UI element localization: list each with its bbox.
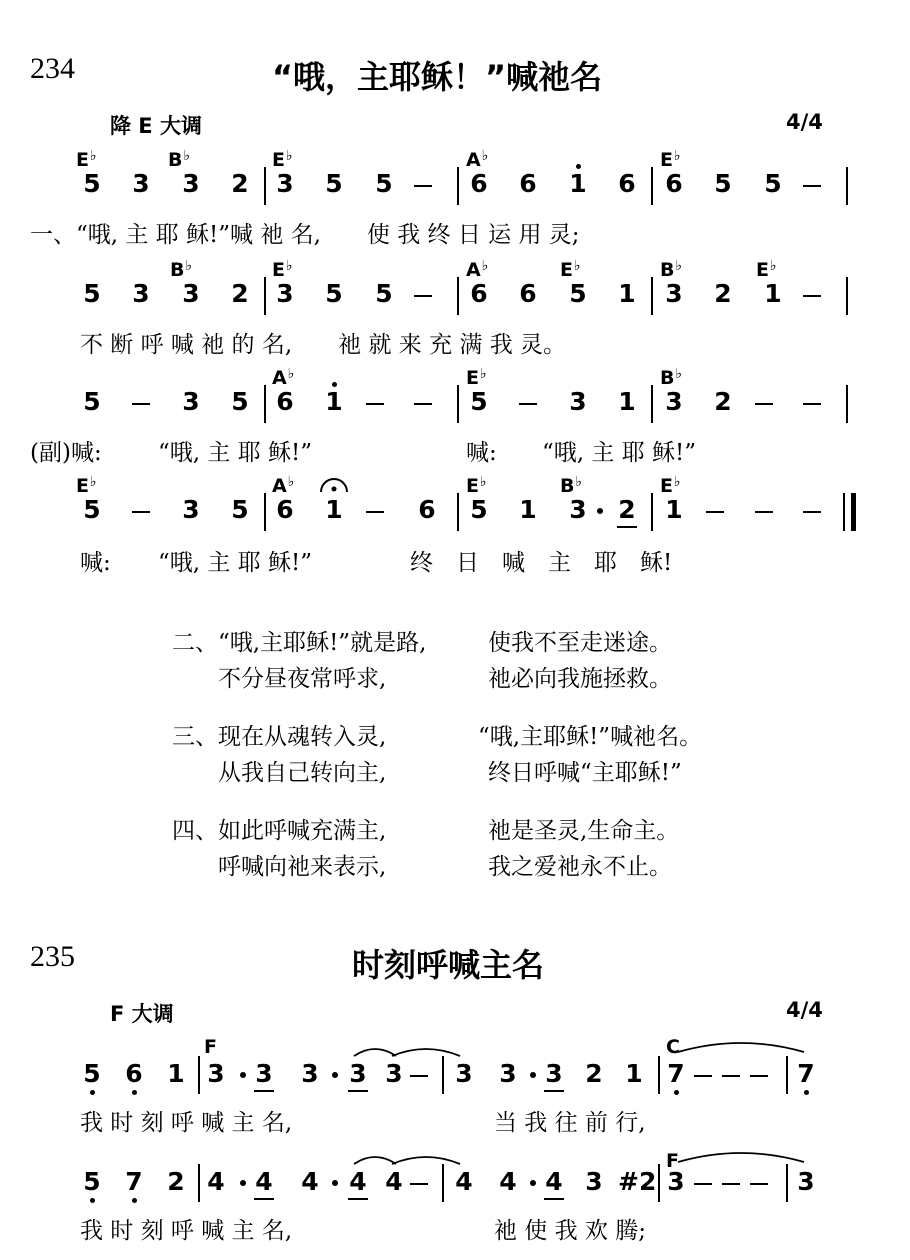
note: 5	[375, 169, 393, 198]
note: 1	[325, 387, 343, 416]
note: 1	[618, 387, 636, 416]
note: 5	[83, 1059, 101, 1088]
low-octave-dot	[132, 1198, 137, 1203]
note: 3	[385, 1059, 403, 1088]
hold-dash	[519, 403, 537, 405]
low-octave-dot	[132, 1090, 137, 1095]
chord-symbol: E♭	[466, 474, 487, 497]
hold-dash	[755, 403, 773, 405]
chord-symbol: E♭	[76, 148, 97, 171]
chord-symbol: B♭	[660, 258, 683, 281]
hold-dash	[722, 1183, 740, 1185]
augmentation-dot	[240, 1072, 246, 1078]
lyric-phrase: “哦, 主 耶 稣!”	[158, 550, 313, 576]
verse-line: 使我不至走迷途。	[488, 630, 672, 656]
lyric-phrase: “哦, 主 耶 稣!”	[542, 440, 697, 466]
chord-symbol: E♭	[660, 148, 681, 171]
fermata-icon	[319, 476, 349, 496]
note: 3	[665, 279, 683, 308]
lyric-line: 不 断 呼 喊 祂 的 名, 祂 就 来 充 满 我 灵。	[80, 332, 567, 358]
note: 6	[470, 279, 488, 308]
note: 3	[301, 1059, 319, 1088]
note: 4	[455, 1167, 473, 1196]
note: 3	[182, 279, 200, 308]
chord-symbol: B♭	[660, 366, 683, 389]
time-signature: 4/4	[786, 110, 823, 134]
chord-symbol: A♭	[272, 474, 295, 497]
barline	[651, 277, 653, 315]
chord-symbol: E♭	[272, 148, 293, 171]
note: 2	[231, 279, 249, 308]
hold-dash	[803, 185, 821, 187]
tie-icon	[390, 1152, 462, 1166]
hold-dash	[755, 511, 773, 513]
hold-dash	[803, 403, 821, 405]
barline	[658, 1056, 660, 1094]
augmentation-dot	[530, 1180, 536, 1186]
note: 5	[569, 279, 587, 308]
note: 3	[276, 279, 294, 308]
hold-dash	[722, 1075, 740, 1077]
verse-line: 祂是圣灵,生命主。	[488, 818, 680, 844]
barline	[198, 1056, 200, 1094]
barline	[442, 1056, 444, 1094]
note: 3	[665, 387, 683, 416]
octave-dot	[332, 382, 337, 387]
eighth-underline	[617, 526, 637, 528]
low-octave-dot	[90, 1198, 95, 1203]
barline	[651, 167, 653, 205]
note: 2	[714, 279, 732, 308]
chord-symbol: C	[666, 1036, 680, 1058]
note: 3	[569, 495, 587, 524]
note: 6	[470, 169, 488, 198]
note: 3	[499, 1059, 517, 1088]
note: 3	[455, 1059, 473, 1088]
note: 5	[470, 387, 488, 416]
chord-symbol: A♭	[466, 258, 489, 281]
verse-line: 不分昼夜常呼求,	[218, 666, 387, 692]
chord-symbol: E♭	[272, 258, 293, 281]
note: 2	[167, 1167, 185, 1196]
chord-symbol: E♭	[756, 258, 777, 281]
lyric-chorus-label: (副)喊:	[30, 440, 102, 466]
note: 3	[569, 387, 587, 416]
note: 4	[207, 1167, 225, 1196]
barline	[658, 1164, 660, 1202]
note: 3	[132, 169, 150, 198]
note: 5	[83, 169, 101, 198]
barline	[846, 385, 848, 423]
hold-dash	[366, 403, 384, 405]
note: 3	[182, 495, 200, 524]
note: 5	[83, 387, 101, 416]
octave-dot	[576, 164, 581, 169]
hold-dash	[414, 185, 432, 187]
barline	[651, 493, 653, 531]
barline	[846, 167, 848, 205]
eighth-underline	[348, 1090, 368, 1092]
barline	[786, 1056, 788, 1094]
note: 6	[276, 387, 294, 416]
note: 6	[418, 495, 436, 524]
note: 5	[325, 279, 343, 308]
note: 4	[545, 1167, 563, 1196]
barline	[457, 385, 459, 423]
lyric-phrase: 祂 使 我 欢 腾;	[494, 1218, 646, 1244]
hold-dash	[366, 511, 384, 513]
hymn-number: 235	[30, 940, 75, 973]
verse-line: 三、现在从魂转入灵,	[172, 724, 387, 750]
note: 1	[618, 279, 636, 308]
tie-icon	[676, 1148, 806, 1164]
note: 3	[585, 1167, 603, 1196]
verse-line: 我之爱祂永不止。	[488, 854, 672, 880]
note: 6	[125, 1059, 143, 1088]
hymn-title: 时刻呼喊主名	[352, 946, 545, 984]
chord-symbol: A♭	[466, 148, 489, 171]
note: 1	[764, 279, 782, 308]
note: 3	[349, 1059, 367, 1088]
note: 2	[585, 1059, 603, 1088]
verse-line: 祂必向我施拯救。	[488, 666, 672, 692]
hold-dash	[132, 511, 150, 513]
note: 3	[182, 169, 200, 198]
note: 1	[519, 495, 537, 524]
eighth-underline	[254, 1198, 274, 1200]
note: 3	[132, 279, 150, 308]
note: 5	[83, 495, 101, 524]
note: 5	[231, 387, 249, 416]
lyric-phrase: 我 时 刻 呼 喊 主 名,	[80, 1110, 293, 1136]
note: 6	[276, 495, 294, 524]
verse-line: 呼喊向祂来表示,	[218, 854, 387, 880]
verse-line: 终日呼喊“主耶稣!”	[488, 760, 682, 786]
barline	[264, 385, 266, 423]
hold-dash	[132, 403, 150, 405]
note: 5	[83, 1167, 101, 1196]
note: 2	[714, 387, 732, 416]
note: #2	[618, 1167, 657, 1196]
note: 5	[375, 279, 393, 308]
low-octave-dot	[90, 1090, 95, 1095]
note: 3	[276, 169, 294, 198]
barline	[264, 167, 266, 205]
note: 3	[182, 387, 200, 416]
barline	[457, 493, 459, 531]
tie-icon	[676, 1038, 806, 1054]
barline	[457, 167, 459, 205]
augmentation-dot	[332, 1180, 338, 1186]
augmentation-dot	[597, 508, 603, 514]
final-barline	[843, 493, 845, 531]
chord-symbol: E♭	[76, 474, 97, 497]
chord-symbol: B♭	[170, 258, 193, 281]
barline	[442, 1164, 444, 1202]
barline	[651, 385, 653, 423]
note: 5	[470, 495, 488, 524]
note: 3	[545, 1059, 563, 1088]
barline	[786, 1164, 788, 1202]
hold-dash	[750, 1075, 768, 1077]
augmentation-dot	[332, 1072, 338, 1078]
barline	[457, 277, 459, 315]
chord-symbol: E♭	[660, 474, 681, 497]
chord-symbol: F	[204, 1036, 217, 1058]
note: 4	[499, 1167, 517, 1196]
chord-symbol: B♭	[168, 148, 191, 171]
lyric-phrase: 终 日 喊 主 耶 稣!	[410, 550, 673, 576]
note: 3	[255, 1059, 273, 1088]
note: 6	[665, 169, 683, 198]
note: 7	[125, 1167, 143, 1196]
note: 4	[301, 1167, 319, 1196]
note: 5	[325, 169, 343, 198]
eighth-underline	[544, 1090, 564, 1092]
chord-symbol: E♭	[466, 366, 487, 389]
verse-line: 从我自己转向主,	[218, 760, 387, 786]
hold-dash	[414, 403, 432, 405]
hold-dash	[414, 295, 432, 297]
lyric-line: 一、“哦, 主 耶 稣!”喊 祂 名, 使 我 终 日 运 用 灵;	[30, 222, 580, 248]
note: 5	[231, 495, 249, 524]
hymn-number: 234	[30, 52, 75, 85]
lyric-phrase: 喊:	[466, 440, 497, 466]
note: 1	[569, 169, 587, 198]
barline	[198, 1164, 200, 1202]
hold-dash	[694, 1183, 712, 1185]
chord-symbol: F	[666, 1150, 679, 1172]
note: 5	[764, 169, 782, 198]
note: 7	[667, 1059, 685, 1088]
note: 2	[618, 495, 636, 524]
hold-dash	[803, 295, 821, 297]
lyric-phrase: 喊:	[80, 550, 111, 576]
note: 1	[325, 495, 343, 524]
hold-dash	[706, 511, 724, 513]
hold-dash	[694, 1075, 712, 1077]
augmentation-dot	[240, 1180, 246, 1186]
note: 4	[255, 1167, 273, 1196]
chord-symbol: E♭	[560, 258, 581, 281]
note: 5	[83, 279, 101, 308]
note: 3	[797, 1167, 815, 1196]
note: 2	[231, 169, 249, 198]
time-signature: 4/4	[786, 998, 823, 1022]
chord-symbol: B♭	[560, 474, 583, 497]
low-octave-dot	[804, 1090, 809, 1095]
eighth-underline	[254, 1090, 274, 1092]
note: 1	[625, 1059, 643, 1088]
hold-dash	[803, 511, 821, 513]
key-signature: F 大调	[110, 1002, 174, 1026]
augmentation-dot	[530, 1072, 536, 1078]
note: 4	[349, 1167, 367, 1196]
eighth-underline	[544, 1198, 564, 1200]
verse-line: “哦,主耶稣!”喊祂名。	[478, 724, 703, 750]
note: 6	[519, 169, 537, 198]
hold-dash	[410, 1183, 428, 1185]
note: 3	[667, 1167, 685, 1196]
tie-icon	[390, 1044, 462, 1058]
note: 3	[207, 1059, 225, 1088]
key-signature: 降 E 大调	[110, 114, 202, 138]
note: 7	[797, 1059, 815, 1088]
lyric-phrase: “哦, 主 耶 稣!”	[158, 440, 313, 466]
note: 4	[385, 1167, 403, 1196]
hold-dash	[750, 1183, 768, 1185]
note: 1	[665, 495, 683, 524]
note: 6	[519, 279, 537, 308]
hold-dash	[410, 1075, 428, 1077]
lyric-phrase: 当 我 往 前 行,	[494, 1110, 646, 1136]
final-barline	[851, 493, 856, 531]
note: 1	[167, 1059, 185, 1088]
note: 5	[714, 169, 732, 198]
chord-symbol: A♭	[272, 366, 295, 389]
barline	[264, 277, 266, 315]
lyric-phrase: 我 时 刻 呼 喊 主 名,	[80, 1218, 293, 1244]
eighth-underline	[348, 1198, 368, 1200]
hymn-title: “哦，主耶稣！”喊祂名	[272, 58, 603, 96]
verse-line: 二、“哦,主耶稣!”就是路,	[172, 630, 427, 656]
verse-line: 四、如此呼喊充满主,	[172, 818, 387, 844]
barline	[846, 277, 848, 315]
low-octave-dot	[674, 1090, 679, 1095]
note: 6	[618, 169, 636, 198]
barline	[264, 493, 266, 531]
